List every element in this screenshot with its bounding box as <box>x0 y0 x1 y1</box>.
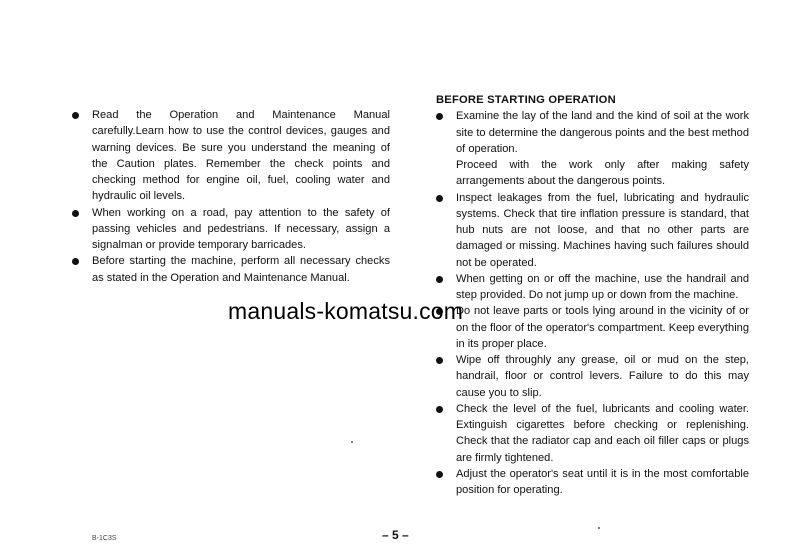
bullet-icon <box>436 357 443 364</box>
list-item-text: Read the Operation and Maintenance Manual carefully.Learn how to use the control devices, gauges and warning devices. Be sure you understand the meaning of the Caution plates. Remember the check points and checking method for engine oil, fuel, cooling water and hydraulic oil levels. <box>92 109 390 203</box>
list-item <box>436 303 749 352</box>
list-item-text: Examine the lay of the land and the kind of soil at the work site to determine the dangerous points and the best method of operation. <box>456 110 749 155</box>
list-item <box>436 108 749 189</box>
list-item-text: Before starting the machine, perform all necessary checks as stated in the Operation and Maintenance Manual. <box>92 255 390 284</box>
bullet-icon <box>436 276 443 283</box>
list-item <box>72 107 390 205</box>
bullet-icon <box>436 406 443 413</box>
page-number: – 5 – <box>382 528 409 542</box>
list-item-text: Inspect leakages from the fuel, lubricating and hydraulic systems. Check that tire inflation pressure is standard, that hub nuts are not loose, and that no other parts are damaged or missing. Machines having such failures should not be operated. <box>456 191 749 269</box>
list-item <box>72 205 390 254</box>
list-item-text: Check the level of the fuel, lubricants and cooling water. Extinguish cigarettes before checking or replenishing. Check that the radiator cap and each oil filler caps or plugs are firmly tightened. <box>456 402 749 464</box>
bullet-icon <box>436 195 443 202</box>
list-item <box>436 190 749 271</box>
section-heading: BEFORE STARTING OPERATION <box>436 94 616 106</box>
bullet-icon <box>72 112 79 119</box>
list-item <box>436 352 749 401</box>
left-column <box>72 107 390 286</box>
bullet-icon <box>436 471 443 478</box>
scan-speck <box>351 441 353 443</box>
list-item-text: When working on a road, pay attention to the safety of passing vehicles and pedestrians. If necessary, assign a signalman or provide temporary barricades. <box>92 206 390 251</box>
scan-speck <box>598 527 600 529</box>
list-item <box>436 271 749 304</box>
right-column <box>436 92 749 498</box>
document-code: B-1C3S <box>92 535 117 542</box>
bullet-icon <box>72 258 79 265</box>
list-item-text: Do not leave parts or tools lying around in the vicinity of or on the floor of the operator's compartment. Keep everything in its proper place. <box>456 305 749 350</box>
bullet-icon <box>72 210 79 217</box>
list-item-text: Adjust the operator's seat until it is in the most comfortable position for operating. <box>456 467 749 496</box>
list-item-text: Wipe off throughly any grease, oil or mud on the step, handrail, floor or control levers. Failure to do this may cause you to slip. <box>456 354 749 399</box>
list-item <box>436 401 749 466</box>
list-item-text: When getting on or off the machine, use the handrail and step provided. Do not jump up or down from the machine. <box>456 272 749 301</box>
watermark: manuals-komatsu.com <box>228 298 464 324</box>
list-item-extra-text: Proceed with the work only after making safety arrangements about the dangerous points. <box>456 159 749 188</box>
list-item <box>72 253 390 286</box>
bullet-icon <box>436 113 443 120</box>
list-item <box>436 466 749 499</box>
